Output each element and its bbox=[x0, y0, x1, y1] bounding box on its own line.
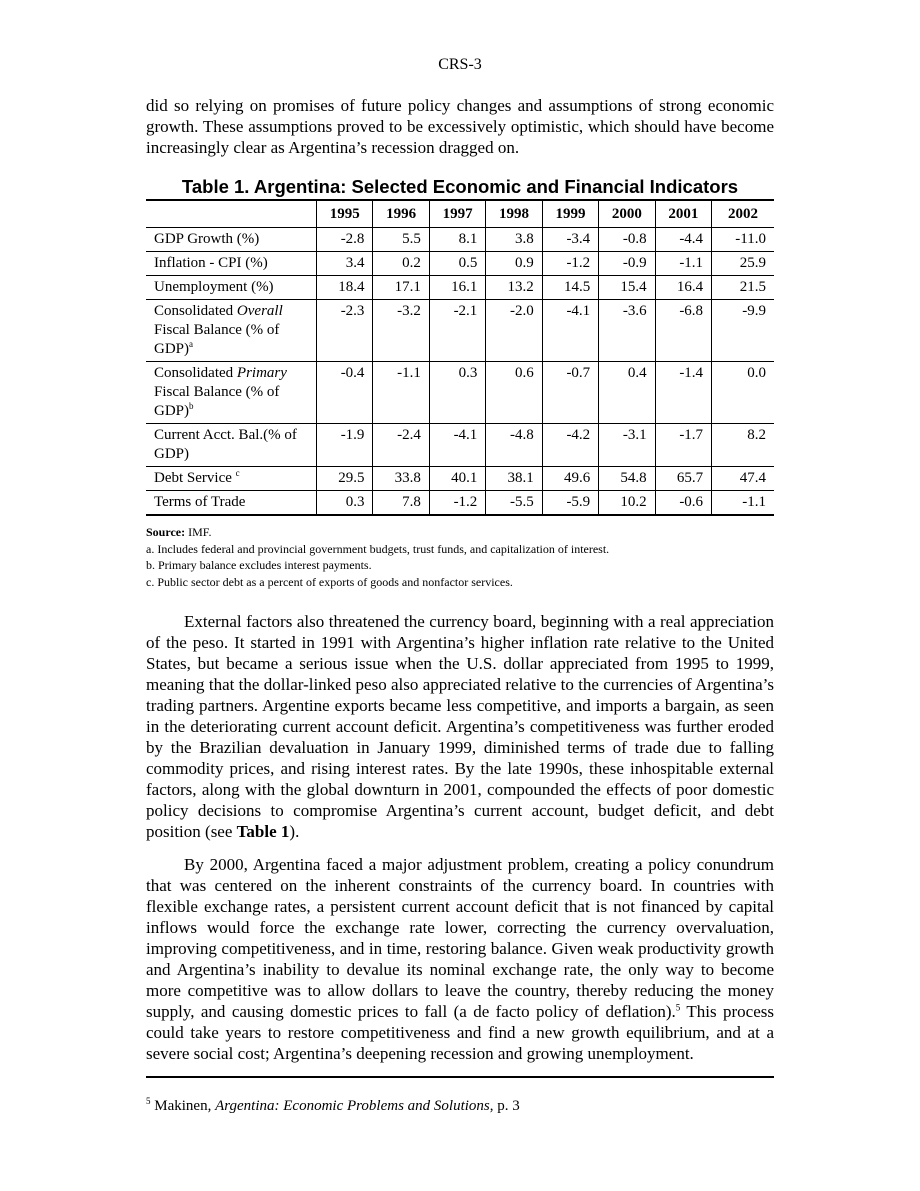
value-cell: 0.5 bbox=[429, 252, 485, 276]
year-header: 2002 bbox=[712, 200, 774, 228]
value-cell: 0.9 bbox=[486, 252, 542, 276]
year-header: 1998 bbox=[486, 200, 542, 228]
row-label bbox=[146, 491, 317, 516]
value-cell: 10.2 bbox=[599, 491, 655, 516]
adjustment-tail: This process could take years to restore competitiveness and find a new growth equilibrium, and at a severe social cost; Argentina’s deepening recession and growing unemployment. bbox=[146, 1002, 774, 1063]
year-header: 1996 bbox=[373, 200, 429, 228]
value-cell: -11.0 bbox=[712, 228, 774, 252]
row-label bbox=[146, 228, 317, 252]
row-label-italic: Primary bbox=[236, 365, 287, 381]
year-header: 1995 bbox=[317, 200, 373, 228]
adjustment-text: By 2000, Argentina faced a major adjustment problem, creating a policy conundrum that was centered on the inherent constraints of the currency board. In countries with flexible exchange rates, a persistent current account deficit that is not financed by capital inflows would force the exchange rate lower, correcting the currency overvaluation, improving competitiveness, and in time, restoring balance. Given weak productivity growth and Argentina’s inability to devalue its nominal exchange rate, the only way to become more competitive was to allow dollars to leave the country, thereby reducing the money supply, and causing domestic prices to fall (a de facto policy of deflation). bbox=[146, 855, 774, 1021]
row-label-pre: Inflation - CPI (%) bbox=[154, 255, 268, 271]
value-cell: -0.7 bbox=[542, 362, 598, 424]
value-cell: 0.2 bbox=[373, 252, 429, 276]
footnote-page: , p. 3 bbox=[489, 1098, 520, 1114]
value-cell: -1.9 bbox=[317, 424, 373, 467]
row-label-post: Fiscal Balance (% of GDP) bbox=[154, 322, 280, 357]
value-cell: -5.9 bbox=[542, 491, 598, 516]
value-cell: -4.2 bbox=[542, 424, 598, 467]
value-cell: 7.8 bbox=[373, 491, 429, 516]
table-title: Table 1. Argentina: Selected Economic and Financial Indicators bbox=[181, 176, 739, 197]
adjustment-paragraph bbox=[146, 854, 774, 1064]
value-cell: -1.1 bbox=[712, 491, 774, 516]
value-cell: 0.3 bbox=[429, 362, 485, 424]
value-cell: -2.0 bbox=[486, 300, 542, 362]
row-label-note: a bbox=[189, 339, 194, 349]
row-label-pre: Current Acct. Bal.(% of GDP) bbox=[154, 427, 297, 462]
row-label-note: c bbox=[235, 468, 240, 478]
value-cell: 38.1 bbox=[486, 467, 542, 491]
value-cell: -2.4 bbox=[373, 424, 429, 467]
row-label-pre: Consolidated bbox=[154, 365, 237, 381]
table-row bbox=[146, 252, 774, 276]
external-tail: ). bbox=[289, 822, 300, 841]
value-cell: 3.4 bbox=[317, 252, 373, 276]
source-line bbox=[146, 524, 774, 541]
intro-paragraph: did so relying on promises of future policy changes and assumptions of strong economic growth. These assumptions proved to be excessively optimistic, which should have become increasingly clear as Argentina’s recession dragged on. bbox=[146, 96, 774, 157]
value-cell: -1.2 bbox=[542, 252, 598, 276]
table-row bbox=[146, 424, 774, 467]
value-cell: 15.4 bbox=[599, 276, 655, 300]
value-cell: 29.5 bbox=[317, 467, 373, 491]
value-cell: 16.4 bbox=[655, 276, 711, 300]
row-label bbox=[146, 362, 317, 424]
table-row bbox=[146, 276, 774, 300]
table-reference: Table 1 bbox=[236, 822, 290, 841]
footnote-author: Makinen, bbox=[150, 1098, 216, 1114]
value-cell: -0.4 bbox=[317, 362, 373, 424]
source-text: IMF. bbox=[185, 525, 212, 539]
value-cell: -9.9 bbox=[712, 300, 774, 362]
table-row bbox=[146, 362, 774, 424]
row-label-note: b bbox=[189, 401, 194, 411]
row-label-pre: Debt Service bbox=[154, 470, 236, 486]
footnote bbox=[146, 1098, 774, 1115]
value-cell: 13.2 bbox=[486, 276, 542, 300]
row-label-italic: Overall bbox=[236, 303, 283, 319]
row-label bbox=[146, 467, 317, 491]
table-row bbox=[146, 228, 774, 252]
value-cell: 17.1 bbox=[373, 276, 429, 300]
row-label bbox=[146, 252, 317, 276]
table-notes bbox=[146, 524, 774, 590]
value-cell: 0.4 bbox=[599, 362, 655, 424]
value-cell: 21.5 bbox=[712, 276, 774, 300]
table-header-row bbox=[146, 200, 774, 228]
value-cell: -0.6 bbox=[655, 491, 711, 516]
row-label-header bbox=[146, 200, 317, 228]
row-label bbox=[146, 276, 317, 300]
year-header: 1997 bbox=[429, 200, 485, 228]
value-cell: -1.7 bbox=[655, 424, 711, 467]
value-cell: -2.1 bbox=[429, 300, 485, 362]
value-cell: 8.2 bbox=[712, 424, 774, 467]
table-row bbox=[146, 467, 774, 491]
value-cell: -4.4 bbox=[655, 228, 711, 252]
value-cell: -2.3 bbox=[317, 300, 373, 362]
value-cell: -3.2 bbox=[373, 300, 429, 362]
value-cell: -4.1 bbox=[429, 424, 485, 467]
value-cell: 49.6 bbox=[542, 467, 598, 491]
value-cell: 18.4 bbox=[317, 276, 373, 300]
table-row bbox=[146, 491, 774, 516]
value-cell: 33.8 bbox=[373, 467, 429, 491]
row-label bbox=[146, 300, 317, 362]
note-b: b. Primary balance excludes interest payments. bbox=[146, 558, 372, 572]
row-label-pre: Terms of Trade bbox=[154, 494, 246, 510]
value-cell: 0.3 bbox=[317, 491, 373, 516]
value-cell: -1.1 bbox=[373, 362, 429, 424]
source-label: Source: bbox=[146, 525, 186, 539]
value-cell: -2.8 bbox=[317, 228, 373, 252]
value-cell: 0.6 bbox=[486, 362, 542, 424]
value-cell: -1.2 bbox=[429, 491, 485, 516]
value-cell: -4.1 bbox=[542, 300, 598, 362]
value-cell: -0.9 bbox=[599, 252, 655, 276]
value-cell: -1.4 bbox=[655, 362, 711, 424]
value-cell: 65.7 bbox=[655, 467, 711, 491]
row-label-post: Fiscal Balance (% of GDP) bbox=[154, 384, 280, 419]
value-cell: -4.8 bbox=[486, 424, 542, 467]
value-cell: -1.1 bbox=[655, 252, 711, 276]
footnote-divider bbox=[146, 1076, 774, 1078]
value-cell: 40.1 bbox=[429, 467, 485, 491]
external-text: External factors also threatened the currency board, beginning with a real appreciation of the peso. It started in 1991 with Argentina’s higher inflation rate relative to the United States, but became a serious issue when the U.S. dollar appreciated from 1995 to 1999, meaning that the dollar-linked peso also appreciated relative to the currencies of Argentina’s trading partners. Argentine exports became less competitive, and imports a bargain, as seen in the deteriorating current account deficit. Argentina’s competitiveness was further eroded by the Brazilian devaluation in January 1999, diminished terms of trade due to falling commodity prices, and rising interest rates. By the late 1990s, these inhospitable external factors, along with the global downturn in 2001, compounded the effects of poor domestic policy decisions to compromise Argentina’s current account, budget deficit, and debt position (see bbox=[146, 612, 774, 841]
year-header: 2000 bbox=[599, 200, 655, 228]
value-cell: 3.8 bbox=[486, 228, 542, 252]
note-c: c. Public sector debt as a percent of exports of goods and nonfactor services. bbox=[146, 574, 513, 589]
footnote-mark: 5 bbox=[146, 1096, 151, 1106]
indicators-table bbox=[146, 199, 774, 516]
external-factors-paragraph bbox=[146, 611, 774, 842]
value-cell: 0.0 bbox=[712, 362, 774, 424]
table-row bbox=[146, 300, 774, 362]
row-label bbox=[146, 424, 317, 467]
footnote-title: Argentina: Economic Problems and Solutions bbox=[215, 1098, 490, 1114]
value-cell: -3.4 bbox=[542, 228, 598, 252]
value-cell: 8.1 bbox=[429, 228, 485, 252]
value-cell: -6.8 bbox=[655, 300, 711, 362]
value-cell: 16.1 bbox=[429, 276, 485, 300]
row-label-pre: Unemployment (%) bbox=[154, 279, 274, 295]
footnote-reference: 5 bbox=[675, 1002, 681, 1013]
value-cell: 54.8 bbox=[599, 467, 655, 491]
value-cell: -3.1 bbox=[599, 424, 655, 467]
year-header: 1999 bbox=[542, 200, 598, 228]
value-cell: 14.5 bbox=[542, 276, 598, 300]
row-label-pre: GDP Growth (%) bbox=[154, 231, 260, 247]
value-cell: -5.5 bbox=[486, 491, 542, 516]
year-header: 2001 bbox=[655, 200, 711, 228]
value-cell: -0.8 bbox=[599, 228, 655, 252]
value-cell: 47.4 bbox=[712, 467, 774, 491]
value-cell: 25.9 bbox=[712, 252, 774, 276]
value-cell: -3.6 bbox=[599, 300, 655, 362]
page-header: CRS-3 bbox=[438, 56, 482, 73]
value-cell: 5.5 bbox=[373, 228, 429, 252]
row-label-pre: Consolidated bbox=[154, 303, 237, 319]
note-a: a. Includes federal and provincial government budgets, trust funds, and capitalization of interest. bbox=[146, 541, 610, 556]
